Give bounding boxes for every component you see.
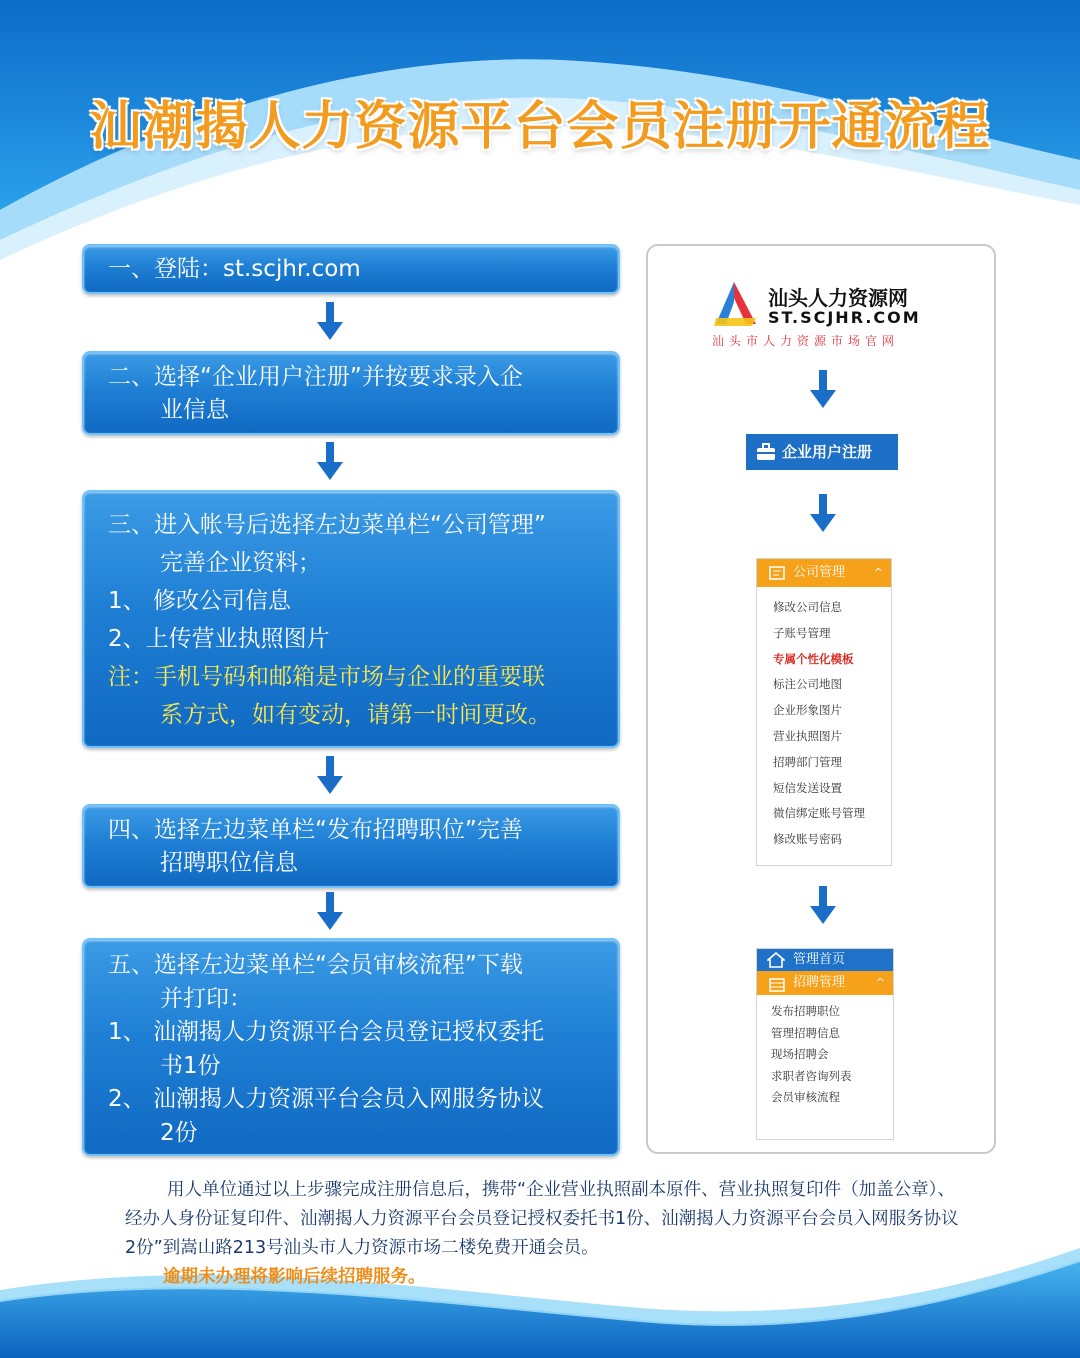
step-3-line-4: 2、上传营业执照图片: [108, 626, 330, 652]
arrow-down-icon: [808, 370, 838, 410]
menu-item-post-job[interactable]: 发布招聘职位: [771, 1004, 840, 1018]
menu-item-manage-jobs[interactable]: 管理招聘信息: [771, 1025, 840, 1040]
step-2-line-1: 二、选择“企业用户注册”并按要求录入企: [108, 364, 523, 390]
step-3-line-3: 1、 修改公司信息: [108, 588, 291, 614]
step-4-line-1: 四、选择左边菜单栏“发布招聘职位”完善: [108, 817, 523, 843]
step-5-line-1: 五、选择左边菜单栏“会员审核流程”下载: [108, 952, 523, 978]
step-3-note-1: 注：手机号码和邮箱是市场与企业的重要联: [108, 664, 545, 690]
document-icon: [769, 566, 785, 580]
logo-name-cn: 汕头人力资源网: [768, 286, 908, 310]
arrow-down-icon: [808, 886, 838, 926]
step-3-note-2: 系方式，如有变动，请第一时间更改。: [160, 702, 551, 728]
menu-item-applicant-inquiries[interactable]: 求职者咨询列表: [771, 1068, 852, 1083]
step-5-line-6: 2份: [160, 1119, 198, 1146]
step-5-line-3: 1、 汕潮揭人力资源平台会员登记授权委托: [108, 1019, 544, 1045]
step-5-box: [82, 938, 620, 1156]
recruitment-management-label: 招聘管理: [793, 975, 846, 990]
arrow-down-icon: [315, 302, 345, 342]
page-title: 汕潮揭人力资源平台会员注册开通流程: [89, 97, 991, 157]
company-management-label: 公司管理: [793, 565, 846, 580]
menu-item-change-password[interactable]: 修改账号密码: [773, 832, 842, 847]
step-4-line-2: 招聘职位信息: [160, 850, 298, 877]
briefcase-icon: [756, 443, 776, 461]
arrow-down-icon: [315, 442, 345, 482]
step-2-line-2: 业信息: [160, 397, 229, 424]
collapse-caret-icon: ^: [873, 566, 883, 579]
step-3-line-1: 三、进入帐号后选择左边菜单栏“公司管理”: [108, 512, 546, 538]
collapse-caret-icon: ^: [875, 976, 885, 989]
management-home-label: 管理首页: [793, 952, 846, 967]
menu-item-business-license[interactable]: 营业执照图片: [773, 728, 842, 743]
menu-item-departments[interactable]: 招聘部门管理: [773, 754, 842, 769]
step-1-line: 一、登陆：st.scjhr.com: [108, 256, 361, 282]
menu-item-job-fair[interactable]: 现场招聘会: [771, 1047, 829, 1061]
recruitment-menu: [756, 948, 894, 1140]
step-5-line-2: 并打印：: [160, 985, 252, 1012]
home-icon: [767, 952, 785, 968]
step-5-line-5: 2、 汕潮揭人力资源平台会员入网服务协议: [108, 1086, 544, 1112]
menu-item-wechat-binding[interactable]: 微信绑定账号管理: [773, 806, 865, 821]
menu-item-edit-company-info[interactable]: 修改公司信息: [773, 600, 842, 614]
step-2-box: [82, 351, 620, 435]
screenshot-panel: [646, 244, 996, 1154]
arrow-down-icon: [315, 892, 345, 932]
company-management-menu: [756, 558, 892, 866]
footer-warning: 逾期未办理将影响后续招聘服务。: [163, 1267, 426, 1287]
list-icon: [769, 978, 785, 992]
step-3-box: [82, 490, 620, 748]
menu-item-company-images[interactable]: 企业形象图片: [773, 703, 842, 718]
management-home-link[interactable]: [757, 949, 893, 971]
logo-domain: ST.SCJHR.COM: [768, 308, 921, 327]
menu-item-sms-settings[interactable]: 短信发送设置: [773, 780, 842, 795]
enterprise-register-button[interactable]: [746, 434, 898, 470]
arrow-down-icon: [315, 756, 345, 796]
step-3-line-2: 完善企业资料；: [160, 550, 321, 576]
logo-tagline: 汕头市人力资源市场官网: [712, 334, 900, 348]
enterprise-register-label: 企业用户注册: [782, 443, 873, 461]
site-logo: [712, 280, 952, 360]
recruitment-management-header[interactable]: [757, 971, 893, 995]
menu-item-member-review[interactable]: 会员审核流程: [771, 1090, 840, 1104]
menu-item-sub-accounts[interactable]: 子账号管理: [773, 625, 831, 640]
company-management-header[interactable]: [757, 559, 891, 587]
step-4-box: [82, 804, 620, 888]
arrow-down-icon: [808, 494, 838, 534]
menu-item-custom-template[interactable]: 专属个性化模板: [773, 651, 854, 666]
step-5-line-4: 书1份: [160, 1052, 221, 1079]
footer-paragraph: 用人单位通过以上步骤完成注册信息后，携带“企业营业执照副本原件、营业执照复印件（加盖公章）、经办人身份证复印件、汕潮揭人力资源平台会员登记授权委托书1份、汕潮揭人力资源平台会员入网服务协议2份”到嵩山路213号汕头市人力资源市场二楼免费开通会员。: [125, 1180, 959, 1258]
menu-item-company-map[interactable]: 标注公司地图: [773, 677, 842, 692]
footer-notice: [125, 1176, 965, 1292]
logo-mark-icon: [712, 280, 762, 328]
step-1-box: [82, 244, 620, 294]
